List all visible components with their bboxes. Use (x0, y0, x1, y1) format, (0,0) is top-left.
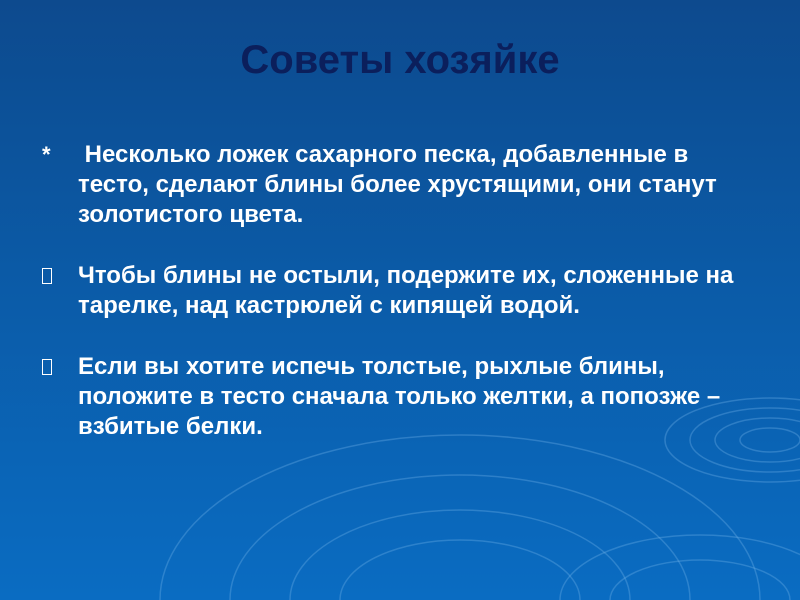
tip-text: Чтобы блины не остыли, подержите их, сложенные на тарелке, над кастрюлей с кипящей водой. (78, 262, 734, 319)
slide-title: Советы хозяйке (240, 38, 560, 82)
tip-text: Несколько ложек сахарного песка, добавленные в тесто, сделают блины более хрустящими, они станут золотистого цвета. (78, 141, 724, 228)
asterisk-bullet: * (42, 142, 51, 167)
list-item (42, 140, 762, 230)
box-bullet-icon (42, 268, 52, 284)
list-item (42, 352, 762, 442)
tips-list (42, 140, 762, 473)
tip-text: Если вы хотите испечь толстые, рыхлые блины, положите в тесто сначала только желтки, а попозже – взбитые белки. (78, 353, 721, 440)
list-item (42, 261, 762, 321)
box-bullet-icon (42, 359, 52, 375)
